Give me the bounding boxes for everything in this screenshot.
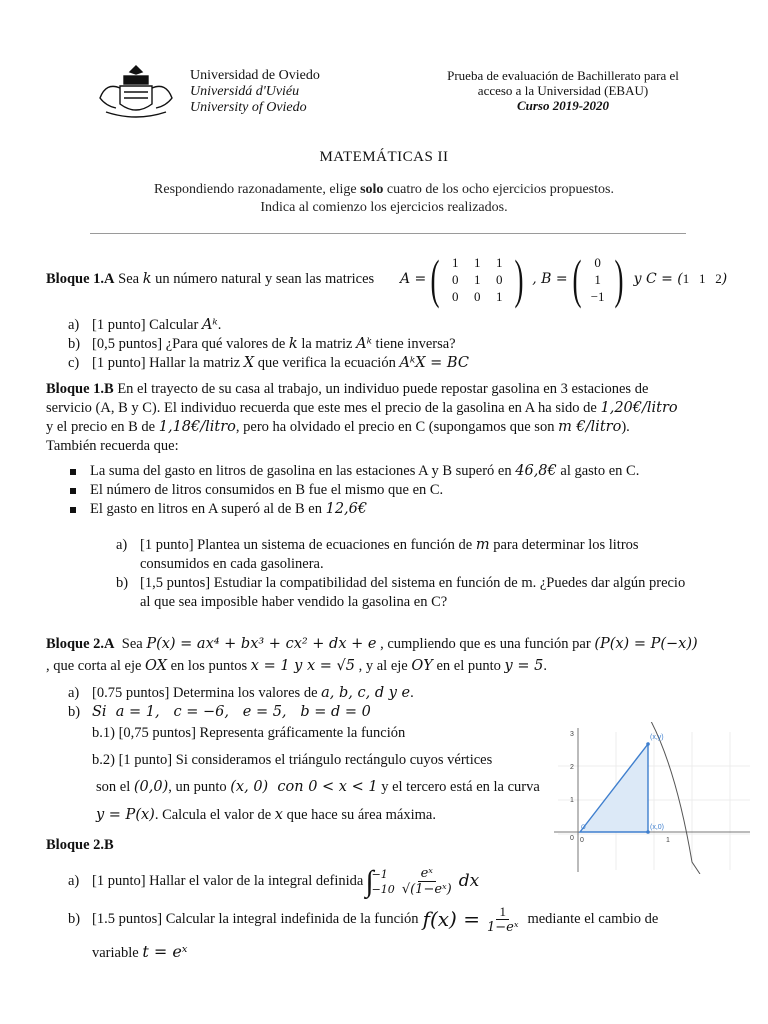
bloque-2a-math: OY (411, 658, 433, 674)
item-tail: la matriz (297, 336, 357, 352)
bloque-1a-k: k (142, 271, 152, 287)
university-crest-icon (96, 62, 176, 120)
item-math: Aᵏ (356, 336, 372, 352)
bloque-2a-polynomial: P(x) = ax⁴ + bx³ + cx² + dx + e (146, 636, 377, 652)
bloque-2a-b2-line3 (96, 806, 436, 825)
exam-header (438, 68, 688, 113)
matrix-a-left-paren: ( (430, 249, 440, 309)
bloque-1b-p1: En el trayecto de su casa al trabajo, un individuo puede repostar gasolina en 3 estaciones de (117, 381, 649, 397)
item-text: . (410, 685, 414, 701)
bloque-2a-b2-line2 (96, 778, 540, 797)
y-tick-label: 0 (570, 835, 574, 842)
item-math: AᵏX = BC (399, 355, 469, 371)
bloque-2a-math: OX (145, 658, 167, 674)
bloque-1a-statement (46, 270, 374, 289)
exam-title-line1: Prueba de evaluación de Bachillerato para el (447, 68, 679, 83)
instructions-line1-pre: Respondiendo razonadamente, elige (154, 182, 361, 197)
bullet-icon (70, 507, 76, 513)
instructions-line2: Indica al comienzo los ejercicios realizados. (260, 200, 508, 215)
item-letter: b) (68, 911, 81, 927)
page-title: MATEMÁTICAS II (319, 149, 449, 165)
matrix-c-close: ) (721, 271, 728, 287)
integrand-numerator: eˣ (418, 866, 436, 882)
bloque-2a-text: en el punto (436, 658, 501, 674)
bloque-2a-math: y = 5 (504, 658, 544, 674)
item-letter: a) (68, 873, 80, 889)
list-item (68, 316, 469, 335)
header-divider (90, 233, 686, 234)
university-name-block (190, 68, 320, 116)
item-continuation: al que sea imposible haber vendido la gasolina en C? (140, 594, 448, 610)
item-letter: a) (68, 685, 80, 701)
university-name-en: University of Oviedo (190, 100, 307, 115)
bloque-1a-label: Bloque 1.A (46, 271, 115, 287)
list-item (70, 462, 639, 481)
integral-upper-limit: −1 (371, 867, 388, 881)
function-numerator: 1 (496, 904, 509, 920)
bloque-2a-text: . (543, 658, 547, 674)
list-item (70, 481, 639, 500)
matrix-a-cell: 1 (496, 288, 503, 304)
bloque-2a-text: en los puntos (170, 658, 248, 674)
bloque-1b-price-c: m €/litro (558, 419, 622, 435)
matrix-a-cell: 1 (452, 254, 459, 270)
matrix-b-right-paren: ) (614, 249, 624, 309)
bloque-1b-p2: servicio (A, B y C). El individuo recuerda que este mes el precio de la gasolina en A ha sido de (46, 400, 601, 416)
item-math: a, b, c, d y e (321, 685, 411, 701)
function-name: f(x) = (422, 907, 480, 931)
item-math: t = eˣ (142, 942, 188, 961)
item-text: [1.5 puntos] Calcular la integral indefinida de la función (92, 911, 419, 927)
item-text: [1 punto] Calcular (92, 317, 202, 333)
item-letter: a) (116, 537, 128, 553)
bullet-icon (70, 488, 76, 494)
y-tick-label: 1 (570, 797, 574, 804)
bloque-2a-math: y = P(x) (96, 807, 155, 823)
item-text: [0,5 puntos] ¿Para qué valores de (92, 336, 289, 352)
bloque-1b-p4: También recuerda que: (46, 438, 179, 454)
vertex-point (646, 742, 650, 746)
matrix-b-cell: −1 (590, 288, 605, 304)
bloque-2b-item-a (68, 866, 479, 897)
x-tick-label: 1 (666, 837, 670, 844)
bullet-text: al gasto en C. (556, 463, 640, 479)
item-tail: tiene inversa? (371, 336, 456, 352)
bloque-1a-matrices (400, 249, 728, 309)
university-name-es: Universidad de Oviedo (190, 68, 320, 83)
item-letter: b) (68, 704, 81, 720)
item-math: Aᵏ (201, 317, 218, 333)
list-item (116, 574, 685, 593)
item-tail: . (217, 317, 222, 333)
bloque-2a-text: , un punto (168, 779, 231, 795)
bloque-1a-items (68, 316, 469, 373)
item-math: X (243, 355, 255, 371)
bloque-1a-intro-post: un número natural y sean las matrices (155, 271, 375, 287)
item-math: Si a = 1, c = −6, e = 5, b = d = 0 (92, 704, 371, 720)
item-text: variable (92, 945, 139, 961)
matrix-c: 1 1 2 (682, 271, 722, 286)
bloque-1b-statement (46, 380, 726, 456)
matrix-b-cell: 0 (594, 254, 601, 270)
list-item (116, 536, 685, 555)
bullet-math: 12,6€ (325, 501, 368, 517)
y-tick-label: 3 (570, 731, 574, 738)
bloque-1b-price-a: 1,20€/litro (600, 400, 678, 416)
matrix-b (586, 254, 610, 305)
function-denominator: 1−eˣ (486, 920, 519, 935)
bullet-icon (70, 469, 76, 475)
bullet-text: El número de litros consumidos en B fue el mismo que en C. (90, 482, 444, 498)
bloque-2a-text: y el tercero está en la curva (377, 779, 540, 795)
bloque-2a-label: Bloque 2.A (46, 636, 115, 652)
item-math: k (288, 336, 298, 352)
item-text: [0.75 puntos] Determina los valores de (92, 685, 322, 701)
item-math: m (475, 537, 490, 553)
bullet-math: 46,8€ (515, 463, 557, 479)
university-name-ast: Universidá d'Uviéu (190, 84, 300, 99)
list-item (70, 500, 639, 519)
bloque-2a-math: x = 1 y x = √5 (250, 658, 355, 674)
integrand-denominator: √(1−eˣ) (401, 882, 452, 897)
list-item (68, 684, 414, 703)
integral-limits (372, 867, 395, 897)
matrix-a-name: A = (400, 271, 427, 287)
bloque-2a-text: Sea (121, 636, 143, 652)
bloque-2a-math: x (274, 807, 283, 823)
matrix-a-right-paren: ) (514, 249, 524, 309)
list-item (68, 703, 414, 722)
point-label-top: (x,y) (650, 734, 664, 741)
bloque-2b-label: Bloque 2.B (46, 837, 114, 853)
origin-label: O (581, 825, 586, 831)
item-letter: c) (68, 355, 80, 371)
bloque-1b-items (116, 536, 685, 612)
item-text: [1,5 puntos] Estudiar la compatibilidad del sistema en función de m. ¿Puedes dar algún precio (140, 575, 686, 591)
item-text: [1 punto] Plantea un sistema de ecuaciones en función de (140, 537, 476, 553)
bullet-text: El gasto en litros en A superó al de B en (90, 501, 326, 517)
instructions-line1-post: cuatro de los ocho ejercicios propuestos. (383, 182, 614, 197)
item-letter: a) (68, 317, 80, 333)
bloque-2a-b1: b.1) [0,75 puntos] Representa gráficamente la función (92, 725, 406, 741)
item-text: [1 punto] Hallar el valor de la integral definida (92, 873, 364, 889)
bloque-2a-parity: (P(x) = P(−x)) (594, 636, 698, 652)
bloque-2a-text: , y al eje (358, 658, 408, 674)
bloque-1b-p3-pre: y el precio en B de (46, 419, 159, 435)
bloque-2a-text: , cumpliendo que es una función par (380, 636, 591, 652)
bloque-2a-text: . Calcula el valor de (154, 807, 275, 823)
bloque-1b-label: Bloque 1.B (46, 381, 114, 397)
x-tick-label: 0 (580, 837, 584, 844)
matrix-a-cell: 0 (474, 288, 481, 304)
bloque-1b-p3-post: ). (621, 419, 630, 435)
list-item (68, 354, 469, 373)
bloque-1a-intro-pre: Sea (118, 271, 140, 287)
integral-differential: dx (458, 871, 480, 891)
matrix-c-name: y C = ( (633, 271, 683, 287)
matrix-a (444, 254, 510, 305)
triangle-figure (550, 722, 754, 874)
item-letter: b) (116, 575, 129, 591)
item-tail: que verifica la ecuación (254, 355, 400, 371)
bloque-1b-bullets (70, 462, 639, 519)
matrix-a-cell: 1 (496, 254, 503, 270)
bloque-2a-statement (46, 635, 736, 676)
function-fraction (484, 904, 521, 935)
matrix-a-cell: 1 (474, 271, 481, 287)
bloque-1b-p3-mid: , pero ha olvidado el precio en C (supongamos que son (235, 419, 559, 435)
point-label-bottom: (x,0) (650, 824, 664, 831)
matrix-b-left-paren: ( (572, 249, 582, 309)
matrix-a-cell: 0 (452, 271, 459, 287)
bloque-2a-items (68, 684, 414, 722)
matrix-b-name: , B = (532, 271, 568, 287)
list-item (68, 335, 469, 354)
integral-sign-icon: ∫ (365, 864, 374, 898)
item-text: mediante el cambio de (527, 911, 659, 927)
matrix-b-cell: 1 (594, 271, 601, 287)
exam-course: Curso 2019-2020 (516, 98, 610, 113)
bloque-2a-text: son el (96, 779, 134, 795)
item-continuation: consumidos en cada gasolinera. (140, 556, 324, 572)
bloque-2a-math: (x, 0) con 0 < x < 1 (230, 779, 378, 795)
bloque-2a-b2-line1: b.2) [1 punto] Si consideramos el triángulo rectángulo cuyos vértices (92, 752, 493, 768)
item-text: para determinar los litros (489, 537, 639, 553)
bloque-2b-item-b (68, 904, 658, 935)
item-letter: b) (68, 336, 81, 352)
bloque-2a-text: que hace su área máxima. (282, 807, 436, 823)
bullet-text: La suma del gasto en litros de gasolina en las estaciones A y B superó en (90, 463, 516, 479)
bloque-1b-price-b: 1,18€/litro (158, 419, 236, 435)
bloque-2a-text: , que corta al eje (46, 658, 142, 674)
y-tick-label: 2 (570, 764, 574, 771)
instructions-emphasis: solo (360, 182, 384, 197)
matrix-a-cell: 0 (496, 271, 503, 287)
item-text: [1 punto] Hallar la matriz (92, 355, 244, 371)
integral-lower-limit: −10 (371, 882, 395, 896)
instructions (0, 181, 768, 217)
matrix-a-cell: 1 (474, 254, 481, 270)
bloque-2b-item-b-line2 (92, 942, 187, 963)
bloque-2a-math: (0,0) (133, 779, 169, 795)
exam-title-line2: acceso a la Universidad (EBAU) (477, 83, 649, 98)
integrand-fraction (399, 866, 455, 897)
matrix-a-cell: 0 (452, 288, 459, 304)
